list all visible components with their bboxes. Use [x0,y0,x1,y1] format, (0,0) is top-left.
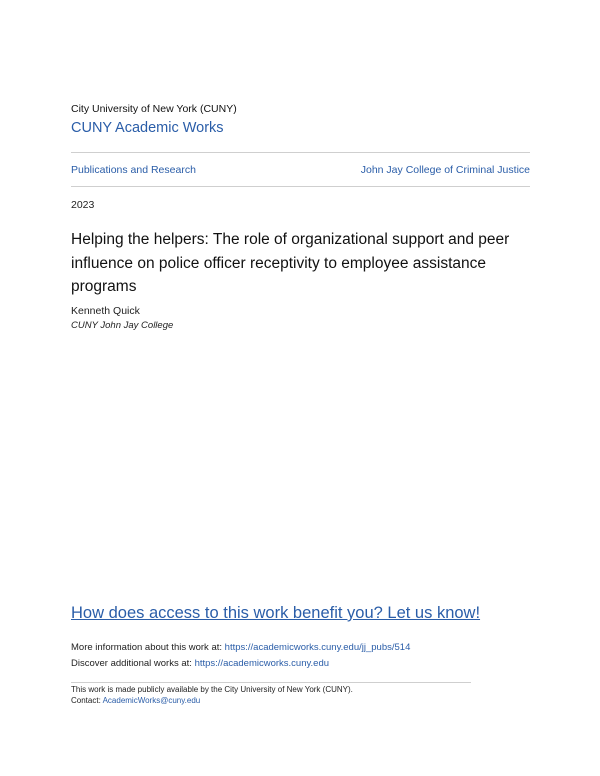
contact-email[interactable]: AcademicWorks@cuny.edu [102,696,201,705]
author-name: Kenneth Quick [71,305,140,317]
discover-line [71,658,329,669]
divider-footer [71,682,471,683]
availability-notice: This work is made publicly available by the City University of New York (CUNY). [71,685,353,694]
repository-name[interactable]: CUNY Academic Works [71,120,224,136]
university-name: City University of New York (CUNY) [71,103,237,115]
contact-label: Contact: [71,696,103,705]
author-affiliation: CUNY John Jay College [71,320,174,331]
publication-year: 2023 [71,199,95,211]
divider-top [71,152,530,153]
more-info-url[interactable]: https://academicworks.cuny.edu/jj_pubs/514 [224,642,411,653]
more-info-line [71,642,410,653]
more-info-label: More information about this work at: [71,642,225,653]
discover-label: Discover additional works at: [71,658,195,669]
divider-middle [71,186,530,187]
college-link[interactable]: John Jay College of Criminal Justice [360,164,530,176]
collection-link[interactable]: Publications and Research [71,164,196,176]
discover-url[interactable]: https://academicworks.cuny.edu [194,658,330,669]
contact-line [71,696,200,705]
article-title: Helping the helpers: The role of organizational support and peer influence on police officer receptivity to employee assistance programs [71,231,510,295]
feedback-link[interactable]: How does access to this work benefit you? Let us know! [71,604,481,622]
